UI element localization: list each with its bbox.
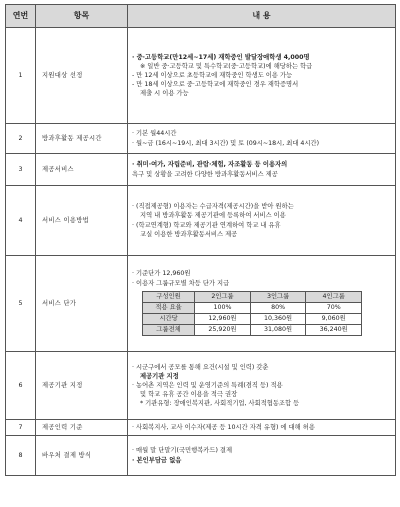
header-item: 항목: [36, 5, 128, 28]
row-content: [128, 28, 396, 124]
price-table-header: [143, 291, 362, 302]
price-header-cell: 3인그룹: [250, 291, 306, 302]
content-line: 및 학교 유휴 공간 이용을 적극 권장: [140, 391, 238, 399]
row-item: 제공인력 기준: [36, 420, 128, 436]
content-line: · 기준단가 12,960원: [132, 270, 191, 278]
content-line: - 만 18세 이상으로 중·고등학교에 재학중인 경우 재학증명서: [132, 81, 299, 89]
price-cell: 12,960원: [195, 313, 251, 324]
row-content: [128, 124, 396, 154]
table-header-row: [6, 5, 396, 28]
row-content: [128, 436, 396, 476]
row-item: 방과후활동 제공시간: [36, 124, 128, 154]
content-line: · 월~금 (16시~19시, 최대 3시간) 및 토 (09시~18시, 최대 4시간): [132, 139, 320, 147]
content-line: · 농어촌 지역은 인력 및 운영기준의 특례(겸직 등) 적용: [132, 381, 283, 389]
price-header-cell: 2인그룹: [195, 291, 251, 302]
content-line: 교실 이용한 방과후활동서비스 제공: [140, 230, 238, 238]
table-row: [6, 154, 396, 186]
price-cell: 31,080원: [250, 324, 306, 335]
row-item: 서비스 이용방법: [36, 186, 128, 256]
row-number: 8: [6, 436, 36, 476]
table-row: [6, 436, 396, 476]
row-item: 지원대상 선정: [36, 28, 128, 124]
content-line: · (학교연계형) 학교와 제공기관 연계하여 학교 내 유휴: [132, 221, 281, 229]
price-header-cell: 구성인원: [143, 291, 195, 302]
content-line: · 매월 말 단말기(국민행복카드) 결제: [132, 447, 233, 455]
header-content: 내 용: [128, 5, 396, 28]
content-line: 욕구 및 상황을 고려한 다양한 방과후활동서비스 제공: [132, 170, 278, 178]
price-cell: 80%: [250, 302, 306, 313]
content-line: 지역 내 방과후활동 제공기관에 등록하여 서비스 이용: [140, 212, 286, 220]
content-line: · 기본 월44시간: [132, 130, 177, 138]
content-line: 제공기관 지정: [140, 372, 179, 380]
content-line: 제출 시 이용 가능: [140, 90, 189, 98]
content-line: ※ 일반 중·고등학교 및 특수학교(중·고등학교)에 해당하는 학급: [140, 62, 313, 70]
price-cell: 그룹전체: [143, 324, 195, 335]
price-cell: 25,920원: [195, 324, 251, 335]
table-row: [6, 28, 396, 124]
price-cell: 적용 요율: [143, 302, 195, 313]
price-table: [142, 291, 362, 336]
row-number: 1: [6, 28, 36, 124]
price-cell: 10,360원: [250, 313, 306, 324]
price-table-row: [143, 324, 362, 335]
price-table-row: [143, 302, 362, 313]
row-content: [128, 256, 396, 352]
table-row: [6, 186, 396, 256]
row-content: [128, 186, 396, 256]
price-cell: 70%: [306, 302, 362, 313]
price-header-cell: 4인그룹: [306, 291, 362, 302]
header-number: 연번: [6, 5, 36, 28]
row-item: 서비스 단가: [36, 256, 128, 352]
content-line: - 만 12세 이상으로 초등학교에 재학중인 학생도 이용 가능: [132, 71, 293, 79]
content-line: · 취미·여가, 자립준비, 관람·체험, 자조활동 등 이용자의: [132, 161, 288, 169]
row-number: 2: [6, 124, 36, 154]
content-line: · 시군구에서 공모를 통해 요건(시설 및 인력) 갖춘: [132, 363, 269, 371]
price-table-row: [143, 313, 362, 324]
row-item: 제공서비스: [36, 154, 128, 186]
row-number: 6: [6, 352, 36, 420]
table-row: [6, 420, 396, 436]
content-line: · 사회복지사, 교사 이수자(제공 등 10시간 자격 유형) 에 대해 허용: [132, 423, 315, 431]
row-number: 4: [6, 186, 36, 256]
content-line: * 기관유형: 장애인복지관, 사회적기업, 사회적협동조합 등: [140, 400, 300, 408]
price-cell: 100%: [195, 302, 251, 313]
service-table: [5, 4, 396, 476]
content-line: · (직접제공형) 이용자는 수급자격(제공시간)을 받아 원하는: [132, 203, 294, 211]
row-number: 5: [6, 256, 36, 352]
table-row: [6, 124, 396, 154]
row-content: [128, 420, 396, 436]
price-cell: 9,060원: [306, 313, 362, 324]
row-item: 바우처 결제 방식: [36, 436, 128, 476]
row-number: 7: [6, 420, 36, 436]
content-line: · 본인부담금 없음: [132, 456, 182, 464]
row-content: [128, 352, 396, 420]
content-line: · 중·고등학교(만12세~17세) 재학중인 발달장애학생 4,000명: [132, 53, 310, 61]
table-row: [6, 256, 396, 352]
row-number: 3: [6, 154, 36, 186]
row-content: [128, 154, 396, 186]
table-row: [6, 352, 396, 420]
price-cell: 시간당: [143, 313, 195, 324]
content-line: · 이용자 그룹규모별 차등 단가 지급: [132, 279, 230, 287]
price-cell: 36,240원: [306, 324, 362, 335]
row-item: 제공기관 지정: [36, 352, 128, 420]
